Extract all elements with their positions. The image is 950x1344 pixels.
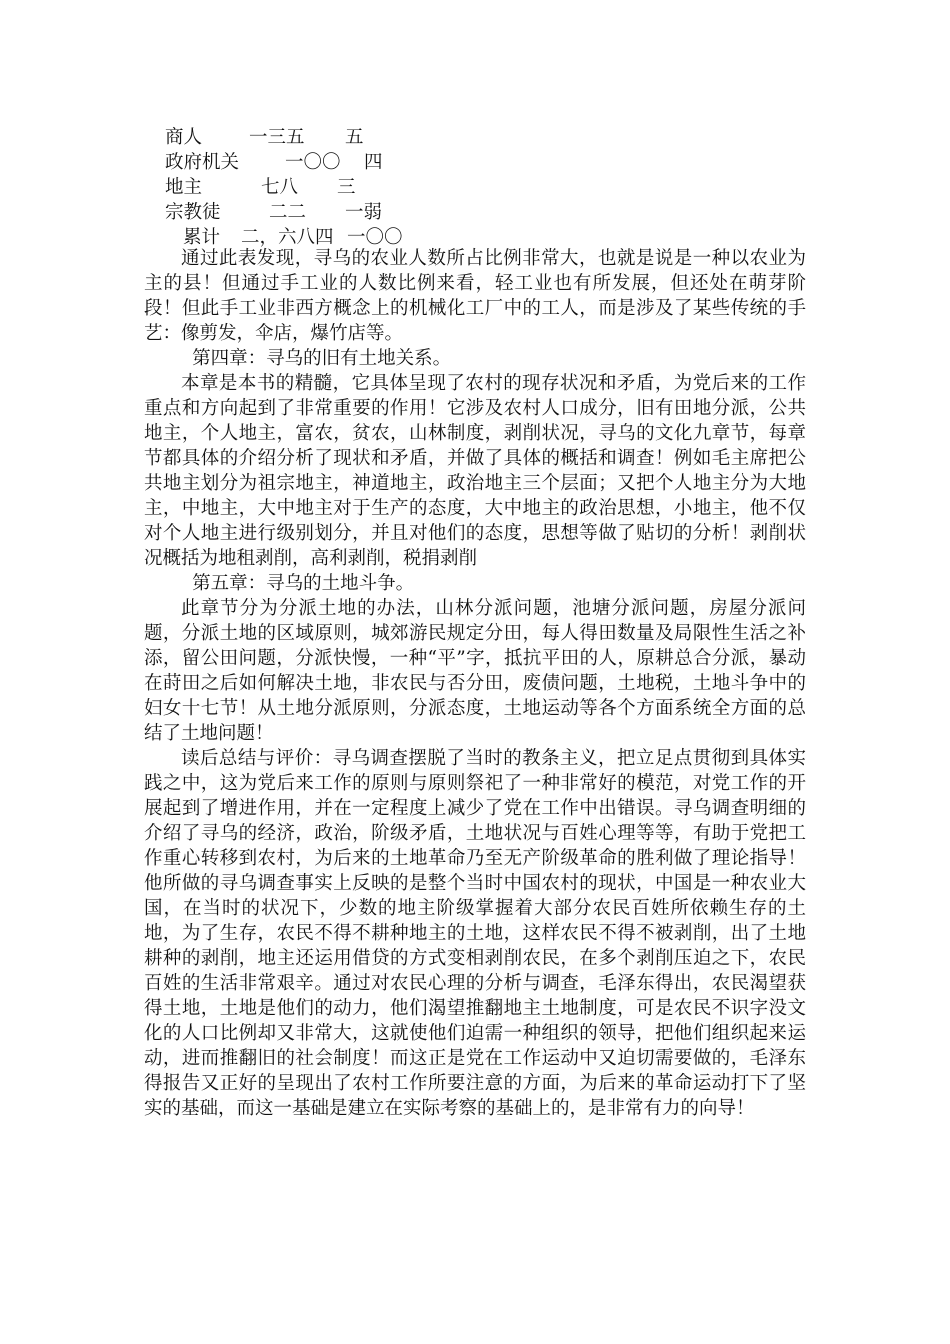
total-label: 累计 <box>183 227 221 248</box>
row-count: 七八 <box>261 177 299 198</box>
total-count: 二，六八四 <box>241 227 334 248</box>
row-label: 政府机关 <box>165 152 240 173</box>
row-percent: 五 <box>345 127 364 148</box>
paragraph: 此章节分为分派土地的办法，山林分派问题，池塘分派问题，房屋分派问题，分派土地的区域原则，城郊游民规定分田，每人得田数量及局限性生活之补添，留公田问题，分派快慢，一种“平”字，抵抗平田的人，原耕总合分派，暴动在莳田之后如何解决土地，非农民与否分田，废债问题，土地税，土地斗争中的妇女十七节！从土地分派原则，分派态度，土地运动等各个方面系统全方面的总结了土地问题！ <box>144 598 806 744</box>
row-count: 一三五 <box>249 127 305 148</box>
paragraph: 通过此表发现，寻乌的农业人数所占比例非常大，也就是说是一种以农业为主的县！但通过手工业的人数比例来看，轻工业也有所发展，但还处在萌芽阶段！但此手工业非西方概念上的机械化工厂中的工人，而是涉及了某些传统的手艺：像剪发，伞店，爆竹店等。 <box>144 248 806 344</box>
row-label: 地主 <box>165 177 203 198</box>
paragraph: 本章是本书的精髓，它具体呈现了农村的现存状况和矛盾，为党后来的工作重点和方向起到了非常重要的作用！它涉及农村人口成分，旧有田地分派，公共地主，个人地主，富农，贫农，山林制度，剥削状况，寻乌的文化九章节，每章节都具体的介绍分析了现状和矛盾，并做了具体的概括和调查！例如毛主席把公共地主划分为祖宗地主，神道地主，政治地主三个层面；又把个人地主分为大地主，中地主，大中地主对于生产的态度，大中地主的政治思想，小地主，他不仅对个人地主进行级别划分，并且对他们的态度，思想等做了贴切的分析！剥削状况概括为地租剥削，高利剥削，税捐剥削 <box>144 373 806 569</box>
row-label: 宗教徒 <box>165 202 221 223</box>
row-percent: 一弱 <box>345 202 383 223</box>
row-percent: 三 <box>337 177 356 198</box>
paragraph: 读后总结与评价：寻乌调查摆脱了当时的教条主义，把立足点贯彻到具体实践之中，这为党后来工作的原则与原则祭祀了一种非常好的模范，对党工作的开展起到了增进作用，并在一定程度上减少了党在工作中出错误。寻乌调查明细的介绍了寻乌的经济，政治，阶级矛盾，土地状况与百姓心理等等，有助于党把工作重心转移到农村，为后来的土地革命乃至无产阶级革命的胜利做了理论指导！他所做的寻乌调查事实上反映的是整个当时中国农村的现状，中国是一种农业大国，在当时的状况下，少数的地主阶级掌握着大部分农民百姓所依赖生存的土地，为了生存，农民不得不耕种地主的土地，这样农民不得不被剥削，出了土地耕种的剥削，地主还运用借贷的方式变相剥削农民，在多个剥削压迫之下，农民百姓的生活非常艰辛。通过对农民心理的分析与调查，毛泽东得出，农民渴望获得土地，土地是他们的动力，他们渴望推翻地主土地制度，可是农民不识字没文化的人口比例却又非常大，这就使他们迫需一种组织的领导，把他们组织起来运动，进而推翻旧的社会制度！而这正是党在工作运动中又迫切需要做的，毛泽东得报告又正好的呈现出了农村工作所要注意的方面，为后来的革命运动打下了坚实的基础，而这一基础是建立在实际考察的基础上的，是非常有力的向导！ <box>144 748 806 1119</box>
total-percent: 一〇〇 <box>347 227 403 248</box>
row-count: 二二 <box>269 202 307 223</box>
document-body <box>144 246 806 1121</box>
chapter-heading: 第五章：寻乌的土地斗争。 <box>192 573 415 594</box>
chapter-heading: 第四章：寻乌的旧有土地关系。 <box>192 348 452 369</box>
row-percent: 四 <box>364 152 383 173</box>
row-count: 一〇〇 <box>285 152 341 173</box>
row-label: 商人 <box>165 127 203 148</box>
